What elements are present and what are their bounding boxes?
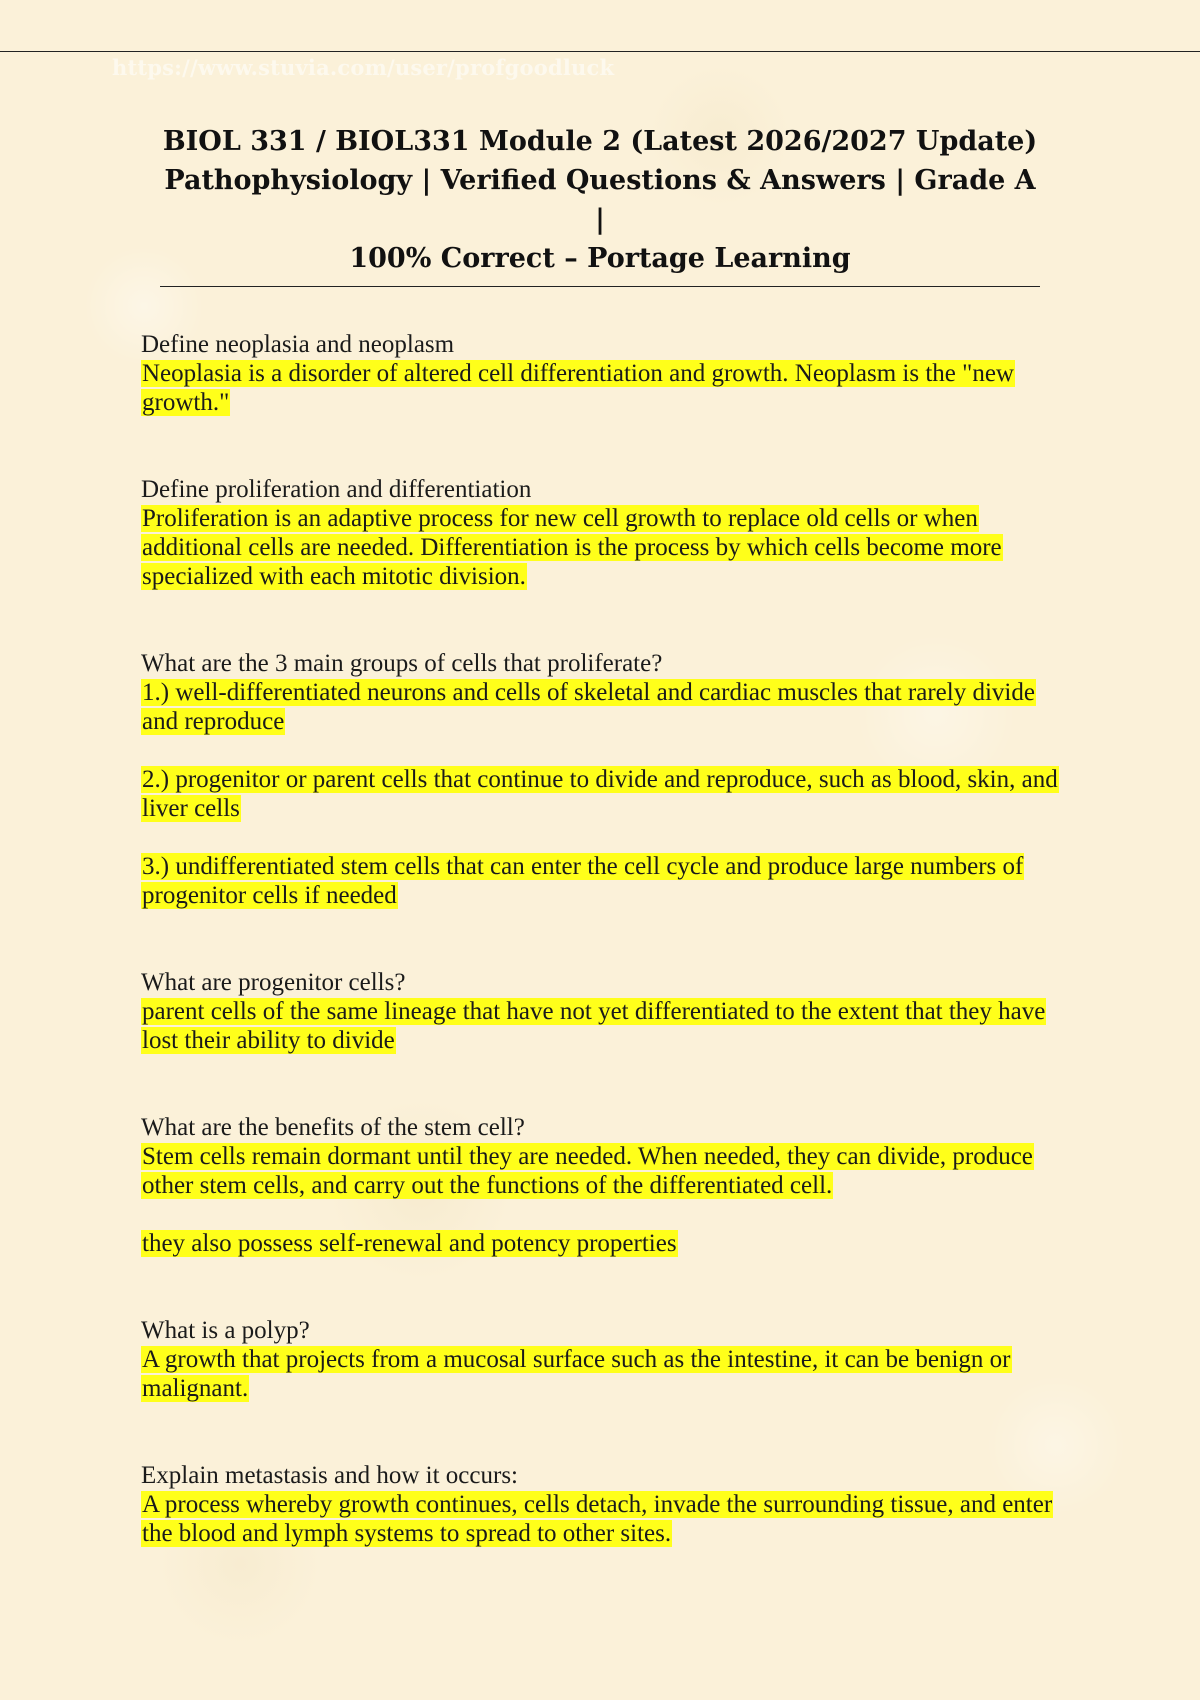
answer-highlight: parent cells of the same lineage that have not yet differentiated to the extent that they have lost their ability to divide bbox=[142, 998, 1046, 1054]
answer-text bbox=[141, 1229, 1061, 1258]
qa-list bbox=[141, 330, 1061, 1548]
question-text: What is a polyp? bbox=[141, 1317, 310, 1344]
title-line-1: BIOL 331 / BIOL331 Module 2 (Latest 2026/2027 Update) bbox=[162, 126, 1038, 157]
title-line-3: 100% Correct – Portage Learning bbox=[349, 243, 851, 274]
answer-highlight: they also possess self-renewal and potency properties bbox=[142, 1230, 677, 1257]
title-line-2: Pathophysiology | Verified Questions & Answers | Grade A | bbox=[164, 165, 1036, 235]
title-underline bbox=[160, 286, 1040, 287]
document-title bbox=[160, 122, 1040, 278]
answer-highlight: 1.) well-differentiated neurons and cells of skeletal and cardiac muscles that rarely divide and reproduce bbox=[142, 679, 1035, 735]
qa-item bbox=[141, 1461, 1061, 1548]
answer-text bbox=[141, 852, 1061, 910]
answer-highlight: Neoplasia is a disorder of altered cell differentiation and growth. Neoplasm is the "new growth." bbox=[142, 360, 1014, 416]
top-divider bbox=[0, 51, 1200, 52]
answer-text bbox=[141, 359, 1061, 417]
question-text: Explain metastasis and how it occurs: bbox=[141, 1462, 519, 1489]
question-text: Define proliferation and differentiation bbox=[141, 476, 532, 503]
answer-text bbox=[141, 1490, 1061, 1548]
question-text: What are the benefits of the stem cell? bbox=[141, 1114, 525, 1141]
question-text: What are the 3 main groups of cells that proliferate? bbox=[141, 650, 663, 677]
question-text: Define neoplasia and neoplasm bbox=[141, 331, 455, 358]
answer-text bbox=[141, 765, 1061, 823]
qa-item bbox=[141, 1316, 1061, 1403]
answer-text bbox=[141, 997, 1061, 1055]
answer-highlight: A process whereby growth continues, cells detach, invade the surrounding tissue, and enter the blood and lymph systems to spread to other sites. bbox=[142, 1491, 1053, 1547]
qa-item bbox=[141, 330, 1061, 417]
answer-highlight: Proliferation is an adaptive process for new cell growth to replace old cells or when additional cells are needed. Differentiation is the process by which cells become more specialized with each mitotic division. bbox=[142, 505, 1002, 590]
answer-highlight: 3.) undifferentiated stem cells that can enter the cell cycle and produce large numbers of progenitor cells if needed bbox=[142, 853, 1024, 909]
qa-item bbox=[141, 475, 1061, 591]
answer-text bbox=[141, 1345, 1061, 1403]
answer-text bbox=[141, 1142, 1061, 1200]
answer-highlight: Stem cells remain dormant until they are needed. When needed, they can divide, produce other stem cells, and carry out the functions of the differentiated cell. bbox=[142, 1143, 1033, 1199]
answer-text bbox=[141, 678, 1061, 736]
qa-item bbox=[141, 649, 1061, 910]
document-header bbox=[160, 122, 1040, 287]
answer-text bbox=[141, 504, 1061, 591]
qa-item bbox=[141, 968, 1061, 1055]
qa-item bbox=[141, 1113, 1061, 1258]
question-text: What are progenitor cells? bbox=[141, 969, 406, 996]
watermark-url: https://www.stuvia.com/user/profgoodluck bbox=[112, 55, 615, 80]
answer-highlight: A growth that projects from a mucosal surface such as the intestine, it can be benign or malignant. bbox=[142, 1346, 1011, 1402]
answer-highlight: 2.) progenitor or parent cells that continue to divide and reproduce, such as blood, skin, and liver cells bbox=[142, 766, 1058, 822]
